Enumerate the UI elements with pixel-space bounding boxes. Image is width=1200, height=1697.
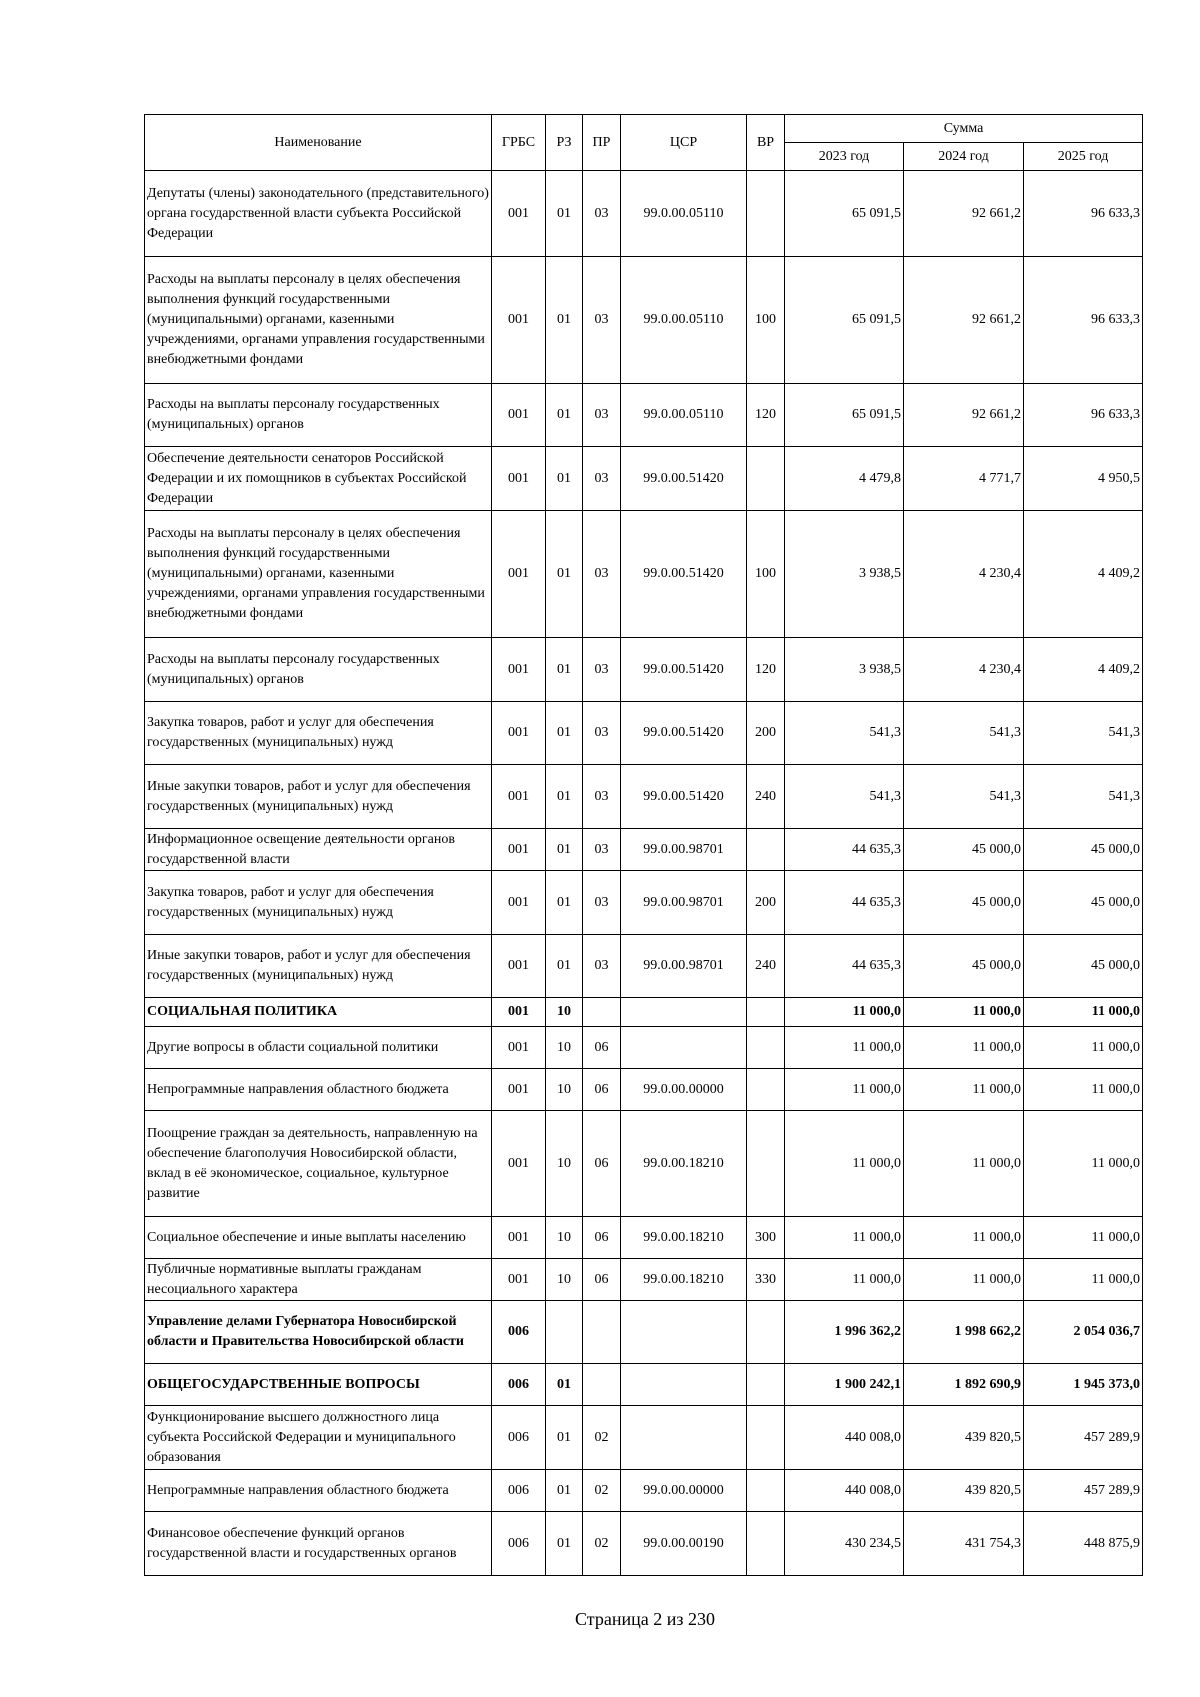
cell-pr: [583, 1364, 621, 1406]
cell-sum-2024: 11 000,0: [904, 1111, 1024, 1217]
cell-pr: 03: [583, 638, 621, 702]
cell-sum-2024: 11 000,0: [904, 1027, 1024, 1069]
cell-sum-2023: 541,3: [785, 765, 904, 829]
cell-rz: 01: [546, 935, 583, 998]
table-row: [145, 1512, 1143, 1576]
header-year-2024: 2024 год: [904, 143, 1024, 171]
header-year-2023: 2023 год: [785, 143, 904, 171]
cell-rz: 10: [546, 1069, 583, 1111]
cell-vr: [747, 998, 785, 1027]
cell-sum-2024: 541,3: [904, 702, 1024, 765]
header-year-2025: 2025 год: [1024, 143, 1143, 171]
table-row: [145, 511, 1143, 638]
cell-csr: [621, 1364, 747, 1406]
cell-sum-2024: 11 000,0: [904, 1217, 1024, 1259]
cell-rz: 01: [546, 447, 583, 511]
cell-pr: 06: [583, 1027, 621, 1069]
cell-grbs: 001: [492, 1111, 546, 1217]
cell-name: Финансовое обеспечение функций органов государственной власти и государственных органов: [145, 1512, 492, 1576]
cell-vr: 120: [747, 384, 785, 447]
cell-sum-2025: 457 289,9: [1024, 1470, 1143, 1512]
cell-vr: 100: [747, 511, 785, 638]
cell-sum-2024: 439 820,5: [904, 1406, 1024, 1470]
cell-pr: [583, 1301, 621, 1364]
cell-sum-2025: 45 000,0: [1024, 935, 1143, 998]
cell-grbs: 001: [492, 871, 546, 935]
cell-csr: 99.0.00.05110: [621, 257, 747, 384]
cell-pr: 03: [583, 935, 621, 998]
cell-grbs: 001: [492, 384, 546, 447]
cell-csr: 99.0.00.51420: [621, 511, 747, 638]
cell-vr: [747, 1027, 785, 1069]
cell-sum-2025: 457 289,9: [1024, 1406, 1143, 1470]
cell-pr: 03: [583, 257, 621, 384]
cell-sum-2023: 1 900 242,1: [785, 1364, 904, 1406]
cell-sum-2023: 65 091,5: [785, 384, 904, 447]
table-row: [145, 447, 1143, 511]
cell-sum-2023: 440 008,0: [785, 1406, 904, 1470]
cell-pr: 02: [583, 1406, 621, 1470]
cell-rz: 01: [546, 1364, 583, 1406]
cell-name: Другие вопросы в области социальной политики: [145, 1027, 492, 1069]
cell-vr: 200: [747, 871, 785, 935]
cell-grbs: 006: [492, 1406, 546, 1470]
cell-name: Закупка товаров, работ и услуг для обеспечения государственных (муниципальных) нужд: [145, 871, 492, 935]
cell-vr: [747, 1301, 785, 1364]
cell-csr: 99.0.00.00000: [621, 1069, 747, 1111]
cell-pr: 03: [583, 871, 621, 935]
cell-grbs: 001: [492, 1027, 546, 1069]
cell-csr: 99.0.00.05110: [621, 384, 747, 447]
table-row: [145, 829, 1143, 871]
cell-sum-2024: 4 230,4: [904, 638, 1024, 702]
cell-csr: 99.0.00.51420: [621, 765, 747, 829]
cell-pr: 03: [583, 384, 621, 447]
cell-csr: 99.0.00.51420: [621, 702, 747, 765]
header-csr: ЦСР: [621, 115, 747, 171]
cell-sum-2023: 11 000,0: [785, 1259, 904, 1301]
cell-pr: 02: [583, 1512, 621, 1576]
table-row: [145, 1069, 1143, 1111]
table-row: [145, 1406, 1143, 1470]
cell-csr: 99.0.00.18210: [621, 1111, 747, 1217]
cell-pr: 03: [583, 829, 621, 871]
cell-sum-2025: 11 000,0: [1024, 1027, 1143, 1069]
cell-sum-2023: 44 635,3: [785, 935, 904, 998]
cell-grbs: 001: [492, 1069, 546, 1111]
cell-sum-2023: 430 234,5: [785, 1512, 904, 1576]
cell-sum-2024: 92 661,2: [904, 171, 1024, 257]
cell-sum-2024: 92 661,2: [904, 384, 1024, 447]
cell-csr: 99.0.00.98701: [621, 871, 747, 935]
cell-name: Непрограммные направления областного бюджета: [145, 1470, 492, 1512]
table-row: [145, 1259, 1143, 1301]
cell-csr: 99.0.00.98701: [621, 935, 747, 998]
table-row: [145, 765, 1143, 829]
cell-name: Депутаты (члены) законодательного (представительного) органа государственной власти субъекта Российской Федерации: [145, 171, 492, 257]
cell-sum-2025: 11 000,0: [1024, 1111, 1143, 1217]
cell-vr: [747, 1069, 785, 1111]
cell-rz: 10: [546, 1027, 583, 1069]
header-name: Наименование: [145, 115, 492, 171]
header-rz: РЗ: [546, 115, 583, 171]
cell-vr: [747, 1470, 785, 1512]
header-vr: ВР: [747, 115, 785, 171]
cell-csr: [621, 1406, 747, 1470]
cell-rz: 01: [546, 638, 583, 702]
cell-name: Иные закупки товаров, работ и услуг для обеспечения государственных (муниципальных) нужд: [145, 935, 492, 998]
cell-sum-2024: 541,3: [904, 765, 1024, 829]
cell-sum-2024: 1 998 662,2: [904, 1301, 1024, 1364]
table-row: [145, 638, 1143, 702]
cell-csr: 99.0.00.00190: [621, 1512, 747, 1576]
table-row: [145, 384, 1143, 447]
cell-vr: 330: [747, 1259, 785, 1301]
cell-grbs: 006: [492, 1301, 546, 1364]
cell-rz: 10: [546, 1111, 583, 1217]
cell-sum-2023: 65 091,5: [785, 171, 904, 257]
table-row: [145, 935, 1143, 998]
cell-rz: 01: [546, 702, 583, 765]
cell-pr: 03: [583, 702, 621, 765]
cell-name: Управление делами Губернатора Новосибирской области и Правительства Новосибирской области: [145, 1301, 492, 1364]
cell-sum-2023: 44 635,3: [785, 871, 904, 935]
cell-sum-2024: 1 892 690,9: [904, 1364, 1024, 1406]
cell-sum-2025: 1 945 373,0: [1024, 1364, 1143, 1406]
cell-csr: 99.0.00.51420: [621, 638, 747, 702]
cell-rz: 01: [546, 829, 583, 871]
header-grbs: ГРБС: [492, 115, 546, 171]
cell-grbs: 001: [492, 998, 546, 1027]
cell-vr: [747, 447, 785, 511]
cell-name: Расходы на выплаты персоналу государственных (муниципальных) органов: [145, 638, 492, 702]
table-row: [145, 1027, 1143, 1069]
cell-sum-2025: 448 875,9: [1024, 1512, 1143, 1576]
table-row: [145, 871, 1143, 935]
cell-sum-2024: 4 771,7: [904, 447, 1024, 511]
cell-name: Функционирование высшего должностного лица субъекта Российской Федерации и муниципального образования: [145, 1406, 492, 1470]
cell-sum-2023: 440 008,0: [785, 1470, 904, 1512]
cell-rz: 01: [546, 765, 583, 829]
cell-name: Расходы на выплаты персоналу в целях обеспечения выполнения функций государственными (муниципальными) органами, казенными учреждениями, органами управления государственными внебюджетными фондами: [145, 511, 492, 638]
cell-name: Расходы на выплаты персоналу государственных (муниципальных) органов: [145, 384, 492, 447]
cell-grbs: 001: [492, 765, 546, 829]
cell-sum-2024: 11 000,0: [904, 1259, 1024, 1301]
cell-name: Социальное обеспечение и иные выплаты населению: [145, 1217, 492, 1259]
cell-pr: 03: [583, 511, 621, 638]
cell-sum-2023: 1 996 362,2: [785, 1301, 904, 1364]
cell-sum-2023: 3 938,5: [785, 511, 904, 638]
budget-table: [144, 114, 1143, 1576]
cell-grbs: 001: [492, 829, 546, 871]
cell-grbs: 006: [492, 1470, 546, 1512]
cell-sum-2023: 65 091,5: [785, 257, 904, 384]
cell-vr: [747, 1111, 785, 1217]
page-number: Страница 2 из 230: [575, 1609, 715, 1629]
cell-sum-2025: 45 000,0: [1024, 871, 1143, 935]
cell-pr: 03: [583, 765, 621, 829]
cell-grbs: 001: [492, 257, 546, 384]
cell-sum-2025: 2 054 036,7: [1024, 1301, 1143, 1364]
cell-sum-2023: 11 000,0: [785, 1111, 904, 1217]
cell-csr: [621, 1027, 747, 1069]
cell-csr: 99.0.00.18210: [621, 1217, 747, 1259]
cell-grbs: 001: [492, 638, 546, 702]
cell-vr: 300: [747, 1217, 785, 1259]
cell-sum-2025: 4 409,2: [1024, 638, 1143, 702]
cell-csr: 99.0.00.98701: [621, 829, 747, 871]
cell-pr: 06: [583, 1217, 621, 1259]
header-pr: ПР: [583, 115, 621, 171]
cell-csr: 99.0.00.05110: [621, 171, 747, 257]
cell-sum-2023: 541,3: [785, 702, 904, 765]
cell-name: Закупка товаров, работ и услуг для обеспечения государственных (муниципальных) нужд: [145, 702, 492, 765]
cell-csr: 99.0.00.18210: [621, 1259, 747, 1301]
cell-pr: 02: [583, 1470, 621, 1512]
cell-vr: 120: [747, 638, 785, 702]
cell-sum-2024: 431 754,3: [904, 1512, 1024, 1576]
table-row: [145, 998, 1143, 1027]
cell-grbs: 001: [492, 511, 546, 638]
cell-grbs: 001: [492, 171, 546, 257]
cell-sum-2023: 11 000,0: [785, 1027, 904, 1069]
cell-sum-2025: 541,3: [1024, 702, 1143, 765]
cell-sum-2025: 96 633,3: [1024, 257, 1143, 384]
cell-rz: 01: [546, 384, 583, 447]
cell-rz: 01: [546, 1406, 583, 1470]
cell-rz: 01: [546, 1512, 583, 1576]
cell-vr: [747, 1364, 785, 1406]
cell-sum-2023: 11 000,0: [785, 1069, 904, 1111]
cell-name: Расходы на выплаты персоналу в целях обеспечения выполнения функций государственными (муниципальными) органами, казенными учреждениями, органами управления государственными внебюджетными фондами: [145, 257, 492, 384]
cell-csr: 99.0.00.00000: [621, 1470, 747, 1512]
cell-sum-2025: 11 000,0: [1024, 998, 1143, 1027]
table-row: [145, 171, 1143, 257]
cell-csr: [621, 998, 747, 1027]
table-row: [145, 1111, 1143, 1217]
cell-rz: [546, 1301, 583, 1364]
cell-rz: 01: [546, 171, 583, 257]
cell-rz: 01: [546, 871, 583, 935]
cell-name: Информационное освещение деятельности органов государственной власти: [145, 829, 492, 871]
cell-sum-2025: 4 950,5: [1024, 447, 1143, 511]
table-row: [145, 1217, 1143, 1259]
table-row: [145, 1470, 1143, 1512]
cell-csr: [621, 1301, 747, 1364]
cell-vr: 200: [747, 702, 785, 765]
cell-sum-2024: 439 820,5: [904, 1470, 1024, 1512]
cell-pr: [583, 998, 621, 1027]
cell-vr: 240: [747, 935, 785, 998]
table-row: [145, 257, 1143, 384]
table-row: [145, 1301, 1143, 1364]
cell-rz: 01: [546, 511, 583, 638]
cell-sum-2024: 45 000,0: [904, 935, 1024, 998]
cell-sum-2023: 11 000,0: [785, 998, 904, 1027]
cell-sum-2025: 11 000,0: [1024, 1259, 1143, 1301]
cell-rz: 10: [546, 998, 583, 1027]
cell-sum-2025: 541,3: [1024, 765, 1143, 829]
cell-pr: 06: [583, 1069, 621, 1111]
table-body: [145, 171, 1143, 1576]
cell-pr: 03: [583, 447, 621, 511]
cell-sum-2024: 45 000,0: [904, 871, 1024, 935]
cell-sum-2024: 11 000,0: [904, 998, 1024, 1027]
cell-sum-2024: 4 230,4: [904, 511, 1024, 638]
cell-grbs: 001: [492, 1217, 546, 1259]
header-sum: Сумма: [785, 115, 1143, 143]
cell-sum-2025: 96 633,3: [1024, 171, 1143, 257]
cell-sum-2024: 45 000,0: [904, 829, 1024, 871]
cell-sum-2024: 11 000,0: [904, 1069, 1024, 1111]
cell-sum-2023: 4 479,8: [785, 447, 904, 511]
cell-vr: [747, 829, 785, 871]
cell-rz: 10: [546, 1259, 583, 1301]
cell-csr: 99.0.00.51420: [621, 447, 747, 511]
cell-sum-2024: 92 661,2: [904, 257, 1024, 384]
cell-vr: [747, 1406, 785, 1470]
cell-grbs: 001: [492, 1259, 546, 1301]
cell-name: Публичные нормативные выплаты гражданам несоциального характера: [145, 1259, 492, 1301]
cell-name: Иные закупки товаров, работ и услуг для обеспечения государственных (муниципальных) нужд: [145, 765, 492, 829]
cell-grbs: 001: [492, 702, 546, 765]
cell-pr: 06: [583, 1259, 621, 1301]
cell-sum-2025: 4 409,2: [1024, 511, 1143, 638]
cell-grbs: 001: [492, 935, 546, 998]
cell-vr: [747, 1512, 785, 1576]
cell-sum-2025: 96 633,3: [1024, 384, 1143, 447]
cell-sum-2023: 44 635,3: [785, 829, 904, 871]
cell-vr: [747, 171, 785, 257]
cell-pr: 03: [583, 171, 621, 257]
cell-rz: 10: [546, 1217, 583, 1259]
cell-name: СОЦИАЛЬНАЯ ПОЛИТИКА: [145, 998, 492, 1027]
cell-rz: 01: [546, 257, 583, 384]
cell-grbs: 001: [492, 447, 546, 511]
cell-sum-2025: 11 000,0: [1024, 1217, 1143, 1259]
cell-grbs: 006: [492, 1364, 546, 1406]
cell-sum-2025: 11 000,0: [1024, 1069, 1143, 1111]
cell-grbs: 006: [492, 1512, 546, 1576]
cell-vr: 240: [747, 765, 785, 829]
cell-name: Обеспечение деятельности сенаторов Российской Федерации и их помощников в субъектах Российской Федерации: [145, 447, 492, 511]
cell-name: ОБЩЕГОСУДАРСТВЕННЫЕ ВОПРОСЫ: [145, 1364, 492, 1406]
cell-rz: 01: [546, 1470, 583, 1512]
cell-sum-2023: 3 938,5: [785, 638, 904, 702]
cell-sum-2023: 11 000,0: [785, 1217, 904, 1259]
cell-vr: 100: [747, 257, 785, 384]
cell-pr: 06: [583, 1111, 621, 1217]
cell-name: Непрограммные направления областного бюджета: [145, 1069, 492, 1111]
cell-name: Поощрение граждан за деятельность, направленную на обеспечение благополучия Новосибирской области, вклад в её экономическое, социальное, культурное развитие: [145, 1111, 492, 1217]
table-row: [145, 1364, 1143, 1406]
table-row: [145, 702, 1143, 765]
cell-sum-2025: 45 000,0: [1024, 829, 1143, 871]
table-header: [145, 115, 1143, 171]
